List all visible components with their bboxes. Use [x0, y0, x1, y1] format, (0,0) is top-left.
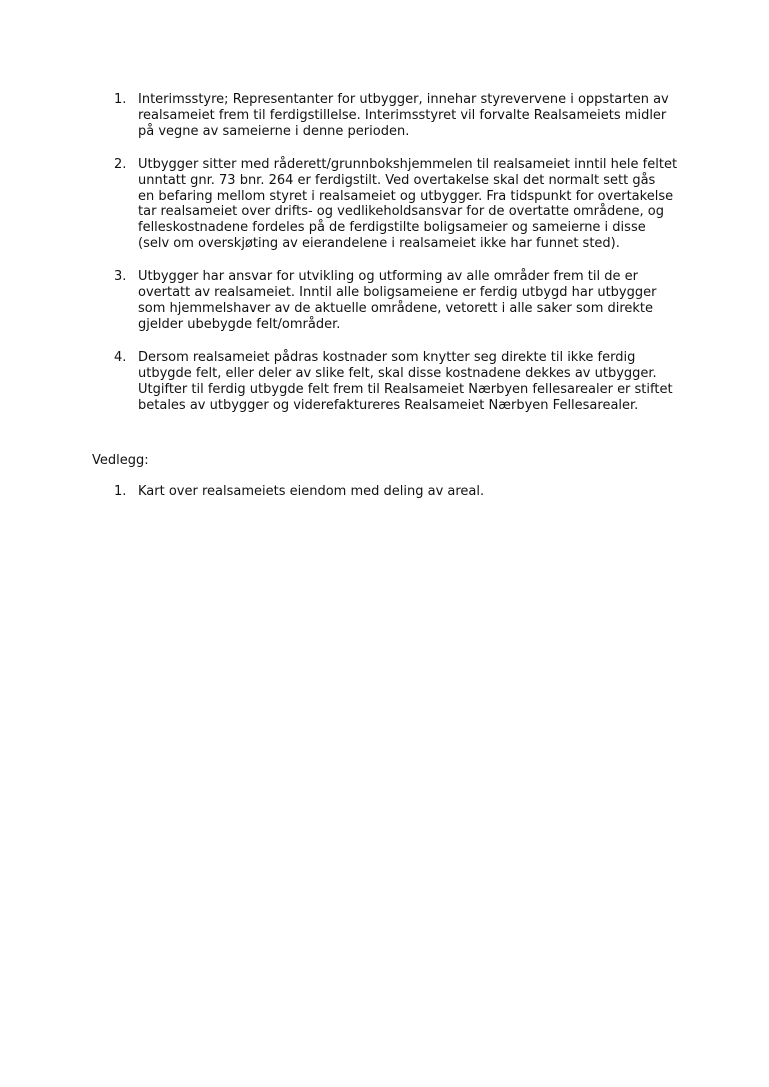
text-line: gjelder ubebygde felt/områder.	[138, 316, 341, 332]
text-line: Utbygger sitter med råderett/grunnbokshjemmelen til realsameiet inntil hele feltet	[138, 156, 678, 172]
text-line: på vegne av sameierne i denne perioden.	[138, 123, 410, 139]
text-line: som hjemmelshaver av de aktuelle områdene, vetorett i alle saker som direkte	[138, 300, 654, 316]
text-line: Kart over realsameiets eiendom med deling av areal.	[138, 484, 485, 499]
list-item-2	[0, 157, 769, 252]
list-item-number: 3.	[114, 269, 127, 285]
text-line: realsameiet frem til ferdigstillelse. Interimsstyret vil forvalte Realsameiets midler	[138, 107, 667, 123]
text-line: Utbygger har ansvar for utvikling og utforming av alle områder frem til de er	[138, 269, 638, 285]
text-line: Dersom realsameiet pådras kostnader som knytter seg direkte til ikke ferdig	[138, 349, 636, 365]
text-line: unntatt gnr. 73 bnr. 264 er ferdigstilt. Ved overtakelse skal det normalt sett gås	[138, 172, 656, 188]
list-item-text	[138, 92, 698, 140]
attachment-item-1	[0, 484, 769, 500]
text-line: felleskostnadene fordeles på de ferdigstilte boligsameier og sameierne i disse	[138, 220, 646, 236]
list-item-number: 1.	[114, 484, 127, 499]
text-line: Interimsstyre; Representanter for utbygger, innehar styrevervene i oppstarten av	[138, 92, 669, 107]
attachments-list	[0, 484, 769, 517]
text-line: tar realsameiet over drifts- og vedlikeholdsansvar for de overtatte områdene, og	[138, 204, 664, 220]
list-item-3	[0, 269, 769, 333]
list-item-text	[138, 157, 698, 252]
list-item-number: 4.	[114, 349, 127, 365]
list-item-text	[138, 269, 698, 333]
list-item-number: 1.	[114, 92, 127, 107]
text-line: betales av utbygger og viderefaktureres Realsameiet Nærbyen Fellesarealer.	[138, 397, 639, 413]
list-item-number: 2.	[114, 156, 127, 172]
text-line: overtatt av realsameiet. Inntil alle boligsameiene er ferdig utbygd har utbygger	[138, 285, 657, 301]
text-line: (selv om overskjøting av eierandelene i realsameiet ikke har funnet sted).	[138, 236, 620, 252]
list-item-1	[0, 92, 769, 140]
text-line: utbygde felt, eller deler av slike felt, skal disse kostnadene dekkes av utbygger.	[138, 365, 657, 381]
attachments-heading: Vedlegg:	[92, 453, 149, 468]
text-line: en befaring mellom styret i realsameiet og utbygger. Fra tidspunkt for overtakelse	[138, 188, 674, 204]
text-line: Utgifter til ferdig utbygde felt frem til Realsameiet Nærbyen fellesarealer er stiftet	[138, 381, 673, 397]
numbered-list	[0, 92, 769, 430]
list-item-4	[0, 350, 769, 414]
list-item-text	[138, 484, 698, 500]
list-item-text	[138, 350, 698, 414]
